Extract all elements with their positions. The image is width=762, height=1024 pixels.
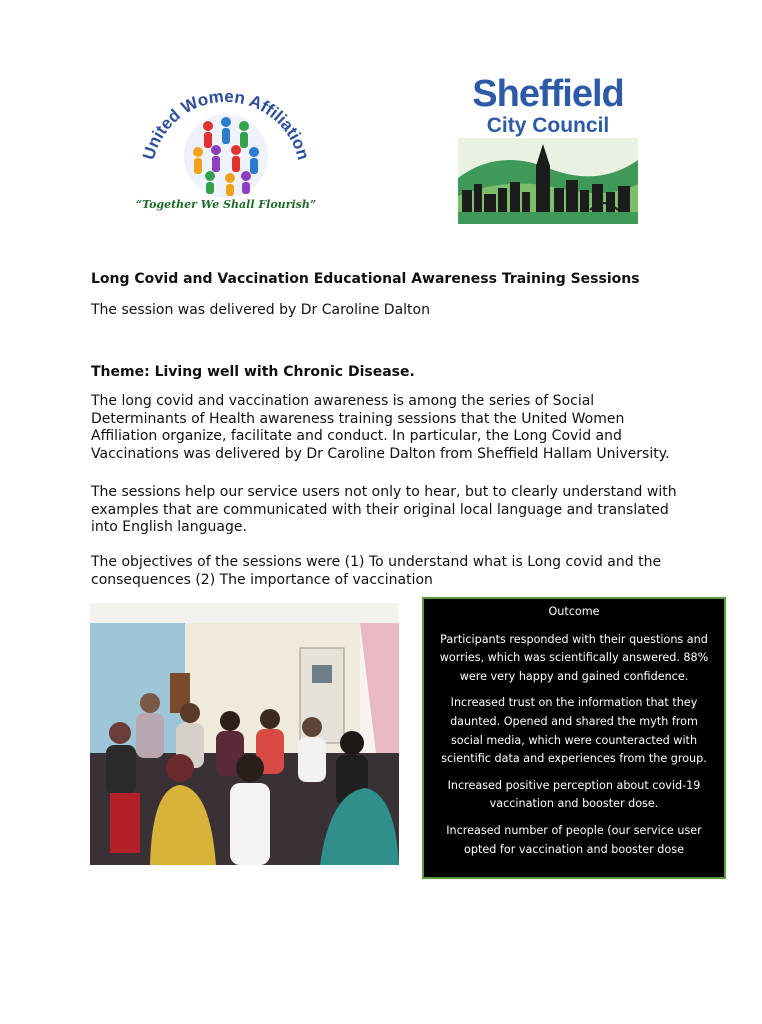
group-meeting-photo bbox=[90, 603, 399, 865]
outcome-line: Increased trust on the information that they bbox=[450, 696, 698, 710]
outcome-box bbox=[422, 597, 726, 879]
outcome-line: Increased number of people (our service user bbox=[446, 823, 702, 837]
sheffield-city-council-logo bbox=[456, 72, 640, 224]
outcome-line: daunted. Opened and shared the myth from bbox=[450, 714, 698, 728]
paragraph-line: into English language. bbox=[91, 519, 247, 536]
outcome-line: vaccination and booster dose. bbox=[489, 797, 659, 811]
uwa-arc-text: United Women Affiliation bbox=[138, 86, 314, 162]
theme-heading: Theme: Living well with Chronic Disease. bbox=[91, 364, 415, 380]
paragraph-intro bbox=[91, 393, 691, 463]
outcome-line: social media, which were counteracted with bbox=[450, 733, 698, 747]
uwa-tagline: “Together We Shall Flourish” bbox=[135, 198, 317, 211]
paragraph-line: The sessions help our service users not only to hear, but to clearly understand with bbox=[91, 484, 677, 500]
outcome-title: Outcome bbox=[548, 605, 600, 618]
paragraph-line: Affiliation organize, facilitate and conduct. In particular, the Long Covid and bbox=[91, 428, 622, 445]
outcome-item bbox=[432, 822, 716, 859]
paragraph-line: Vaccinations was delivered by Dr Caroline Dalton from Sheffield Hallam University. bbox=[91, 445, 670, 462]
paragraph-sessions bbox=[91, 484, 691, 537]
scc-logo-subtitle: City Council bbox=[486, 114, 610, 137]
outcome-line: Participants responded with their questions and bbox=[440, 632, 708, 646]
paragraph-line: The objectives of the sessions were (1) To understand what is Long covid and the bbox=[91, 554, 662, 570]
outcome-line: were very happy and gained confidence. bbox=[459, 669, 689, 683]
delivered-by-line: The session was delivered by Dr Caroline Dalton bbox=[91, 302, 430, 318]
scc-logo-name: Sheffield bbox=[472, 73, 624, 115]
outcome-line: worries, which was scientifically answered. 88% bbox=[439, 651, 709, 665]
outcome-line: opted for vaccination and booster dose bbox=[464, 842, 684, 856]
session-photo bbox=[90, 603, 399, 865]
outcome-line: Increased positive perception about covid-19 bbox=[447, 778, 701, 792]
paragraph-line: Determinants of Health awareness training sessions that the United Women bbox=[91, 410, 625, 427]
outcome-item bbox=[432, 777, 716, 814]
outcome-line: scientific data and experiences from the group. bbox=[441, 752, 707, 766]
paragraph-line: The long covid and vaccination awareness is among the series of Social bbox=[91, 393, 595, 409]
document-title: Long Covid and Vaccination Educational Awareness Training Sessions bbox=[91, 271, 640, 287]
paragraph-line: consequences (2) The importance of vaccination bbox=[91, 571, 433, 588]
outcome-item bbox=[432, 631, 716, 687]
paragraph-objectives bbox=[91, 554, 691, 589]
city-skyline-icon bbox=[458, 138, 638, 224]
paragraph-line: examples that are communicated with their original local language and translated bbox=[91, 501, 669, 518]
outcome-item bbox=[432, 694, 716, 768]
